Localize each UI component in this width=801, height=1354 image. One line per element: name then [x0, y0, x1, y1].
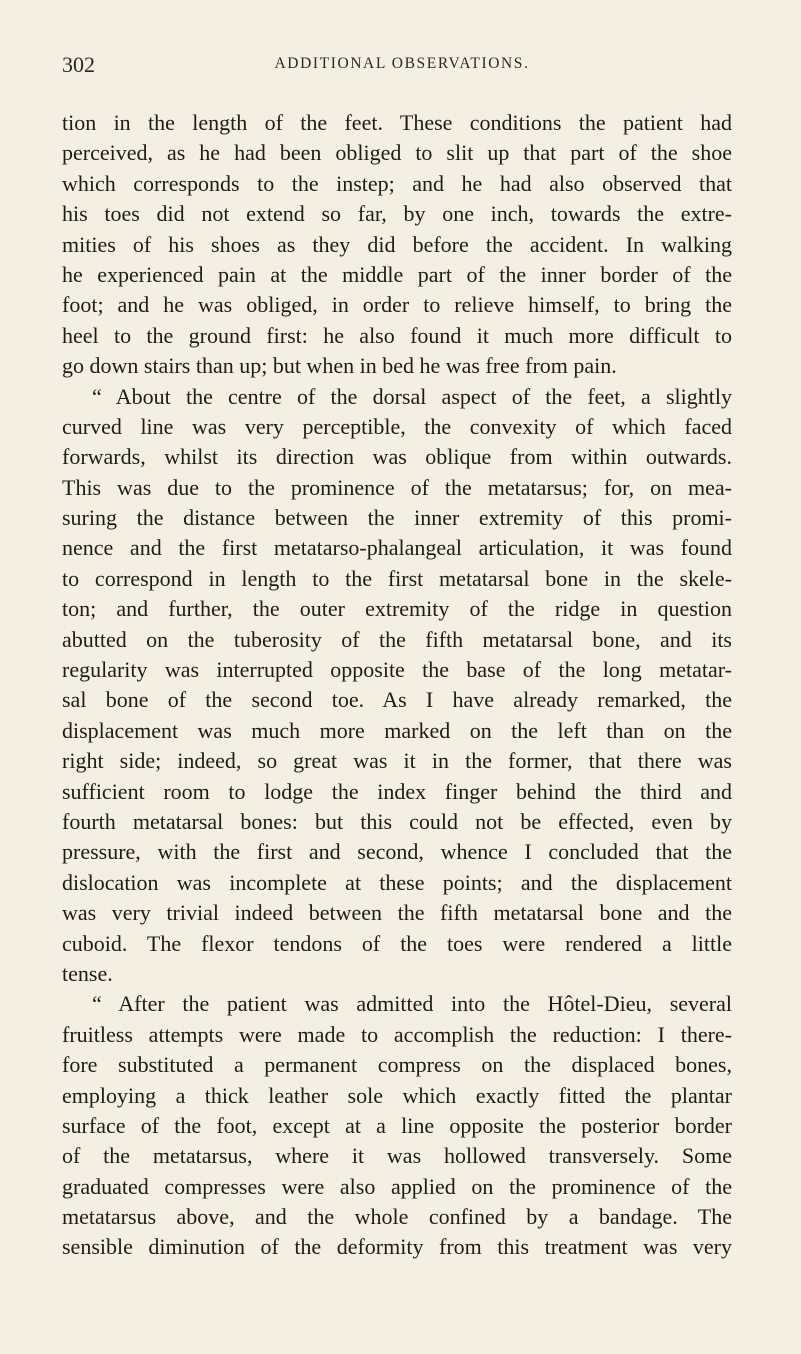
text-line: tion in the length of the feet. These conditions the patient had: [62, 110, 732, 135]
text-line: employing a thick leather sole which exactly fitted the plantar: [62, 1082, 732, 1108]
text-line: pressure, with the first and second, whence I concluded that the: [62, 839, 732, 865]
text-line: fourth metatarsal bones: but this could not be effected, even by: [62, 808, 732, 834]
text-line: mities of his shoes as they did before the accident. In walking: [62, 231, 732, 257]
body-text: [62, 108, 732, 1263]
text-line: sal bone of the second toe. As I have already remarked, the: [62, 687, 732, 713]
text-line: This was due to the prominence of the metatarsus; for, on mea-: [62, 474, 732, 500]
text-line: his toes did not extend so far, by one inch, towards the extre-: [62, 201, 732, 227]
text-line: ton; and further, the outer extremity of the ridge in question: [62, 596, 732, 622]
text-line: of the metatarsus, where it was hollowed transversely. Some: [62, 1143, 732, 1169]
text-line: to correspond in length to the first metatarsal bone in the skele-: [62, 565, 732, 591]
text-line: displacement was much more marked on the left than on the: [62, 717, 732, 743]
text-line: right side; indeed, so great was it in the former, that there was: [62, 748, 732, 774]
text-line: foot; and he was obliged, in order to relieve himself, to bring the: [62, 292, 732, 318]
text-line: go down stairs than up; but when in bed he was free from pain.: [62, 353, 617, 379]
running-head: [62, 52, 762, 78]
text-line: curved line was very perceptible, the convexity of which faced: [62, 413, 732, 439]
text-line: fore substituted a permanent compress on the displaced bones,: [62, 1052, 732, 1078]
text-line: “ After the patient was admitted into the Hôtel-Dieu, several: [92, 991, 732, 1017]
text-line: fruitless attempts were made to accomplish the reduction: I there-: [62, 1021, 732, 1047]
text-line: suring the distance between the inner extremity of this promi-: [62, 505, 732, 531]
text-line: cuboid. The flexor tendons of the toes were rendered a little: [62, 930, 732, 956]
text-line: which corresponds to the instep; and he had also observed that: [62, 170, 732, 196]
text-line: regularity was interrupted opposite the base of the long metatar-: [62, 657, 732, 683]
text-line: sufficient room to lodge the index finger behind the third and: [62, 778, 732, 804]
text-line: surface of the foot, except at a line opposite the posterior border: [62, 1112, 732, 1138]
text-line: metatarsus above, and the whole confined by a bandage. The: [62, 1204, 732, 1230]
running-title: ADDITIONAL OBSERVATIONS.: [274, 55, 530, 72]
text-line: he experienced pain at the middle part of the inner border of the: [62, 261, 732, 287]
text-line: graduated compresses were also applied on the prominence of the: [62, 1173, 732, 1199]
page-number: 302: [62, 52, 95, 77]
text-line: heel to the ground first: he also found it much more difficult to: [62, 322, 732, 348]
text-line: dislocation was incomplete at these points; and the displacement: [62, 869, 732, 895]
text-line: tense.: [62, 960, 113, 986]
text-line: nence and the first metatarso-phalangeal articulation, it was found: [62, 535, 732, 561]
text-line: perceived, as he had been obliged to slit up that part of the shoe: [62, 140, 732, 166]
text-line: was very trivial indeed between the fifth metatarsal bone and the: [62, 900, 732, 926]
text-line: abutted on the tuberosity of the fifth metatarsal bone, and its: [62, 626, 732, 652]
text-line: “ About the centre of the dorsal aspect of the feet, a slightly: [92, 383, 732, 409]
text-line: forwards, whilst its direction was oblique from within outwards.: [62, 444, 732, 470]
text-line: sensible diminution of the deformity from this treatment was very: [62, 1234, 732, 1260]
